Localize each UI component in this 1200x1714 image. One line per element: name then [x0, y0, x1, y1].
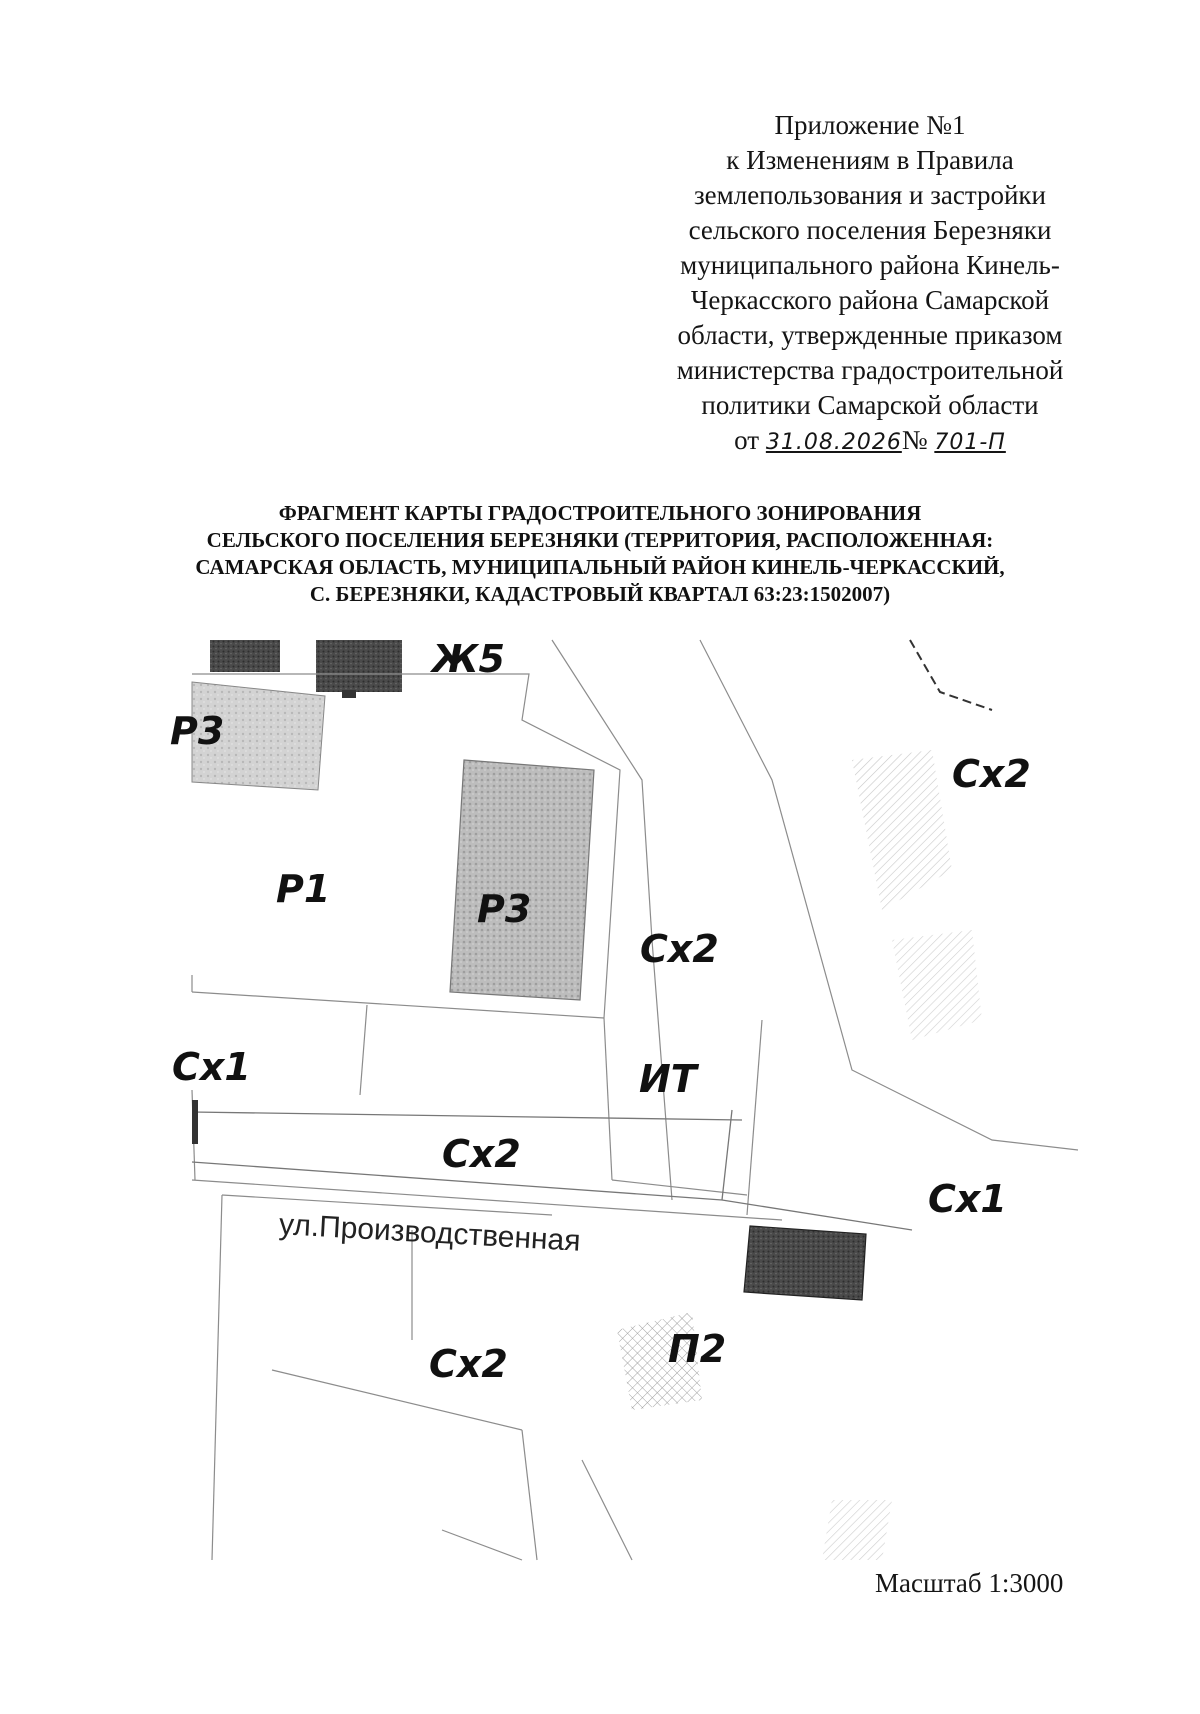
appendix-line: Черкасского района Самарской — [690, 285, 1050, 315]
dark-block — [210, 640, 280, 672]
appendix-line: к Изменениям в Правила — [726, 145, 1014, 175]
appendix-line: сельского поселения Березняки — [688, 215, 1052, 245]
zone-label-cx2-center: Сх2 — [442, 1132, 521, 1176]
title-line: С. БЕРЕЗНЯКИ, КАДАСТРОВЫЙ КВАРТАЛ 63:23:1502007) — [309, 582, 891, 606]
order-reference — [650, 423, 1090, 460]
zone-label-r3-center: Р3 — [477, 887, 532, 931]
zone-label-p2: П2 — [668, 1327, 727, 1371]
appendix-header — [650, 108, 1090, 460]
zone-label-r3-top: Р3 — [170, 709, 225, 753]
map-scale: Масштаб 1:3000 — [875, 1568, 1064, 1598]
appendix-line: землепользования и застройки — [693, 180, 1046, 210]
title-line: ФРАГМЕНТ КАРТЫ ГРАДОСТРОИТЕЛЬНОГО ЗОНИРОВАНИЯ — [278, 501, 922, 525]
appendix-line: министерства градостроительной — [676, 355, 1064, 385]
street-label: ул.Производственная — [278, 1208, 582, 1258]
zone-label-cx1-right: Сх1 — [928, 1177, 1007, 1221]
map-title — [150, 500, 1050, 608]
zone-label-cx2-top-right: Сх2 — [952, 752, 1031, 796]
order-date: 31.08.2026 — [765, 430, 902, 455]
zone-label-it: ИТ — [639, 1057, 697, 1101]
title-line: САМАРСКАЯ ОБЛАСТЬ, МУНИЦИПАЛЬНЫЙ РАЙОН КИНЕЛЬ-ЧЕРКАССКИЙ, — [195, 555, 1005, 579]
dark-block — [316, 640, 402, 692]
title-line: СЕЛЬСКОГО ПОСЕЛЕНИЯ БЕРЕЗНЯКИ (ТЕРРИТОРИЯ, РАСПОЛОЖЕННАЯ: — [206, 528, 994, 552]
map-drawing — [192, 637, 1078, 1560]
zone-label-cx2-bottom: Сх2 — [429, 1342, 508, 1386]
zone-label-zh5: Ж5 — [432, 637, 505, 681]
dark-building-block — [744, 1226, 866, 1300]
order-prefix: от — [734, 425, 760, 455]
zone-r3-center — [450, 760, 594, 1000]
zone-label-cx1-left: Сх1 — [172, 1045, 251, 1089]
zone-label-cx2-middle: Сх2 — [640, 927, 719, 971]
zoning-map — [170, 637, 1078, 1560]
order-number-sign: № — [901, 425, 928, 455]
appendix-line: области, утвержденные приказом — [677, 320, 1063, 350]
dashed-boundary — [910, 640, 992, 710]
appendix-line: муниципального района Кинель- — [680, 250, 1060, 280]
appendix-line: политики Самарской области — [701, 390, 1039, 420]
zone-label-r1: Р1 — [276, 867, 331, 911]
order-number: 701-П — [934, 430, 1006, 455]
appendix-line: Приложение №1 — [774, 110, 966, 140]
